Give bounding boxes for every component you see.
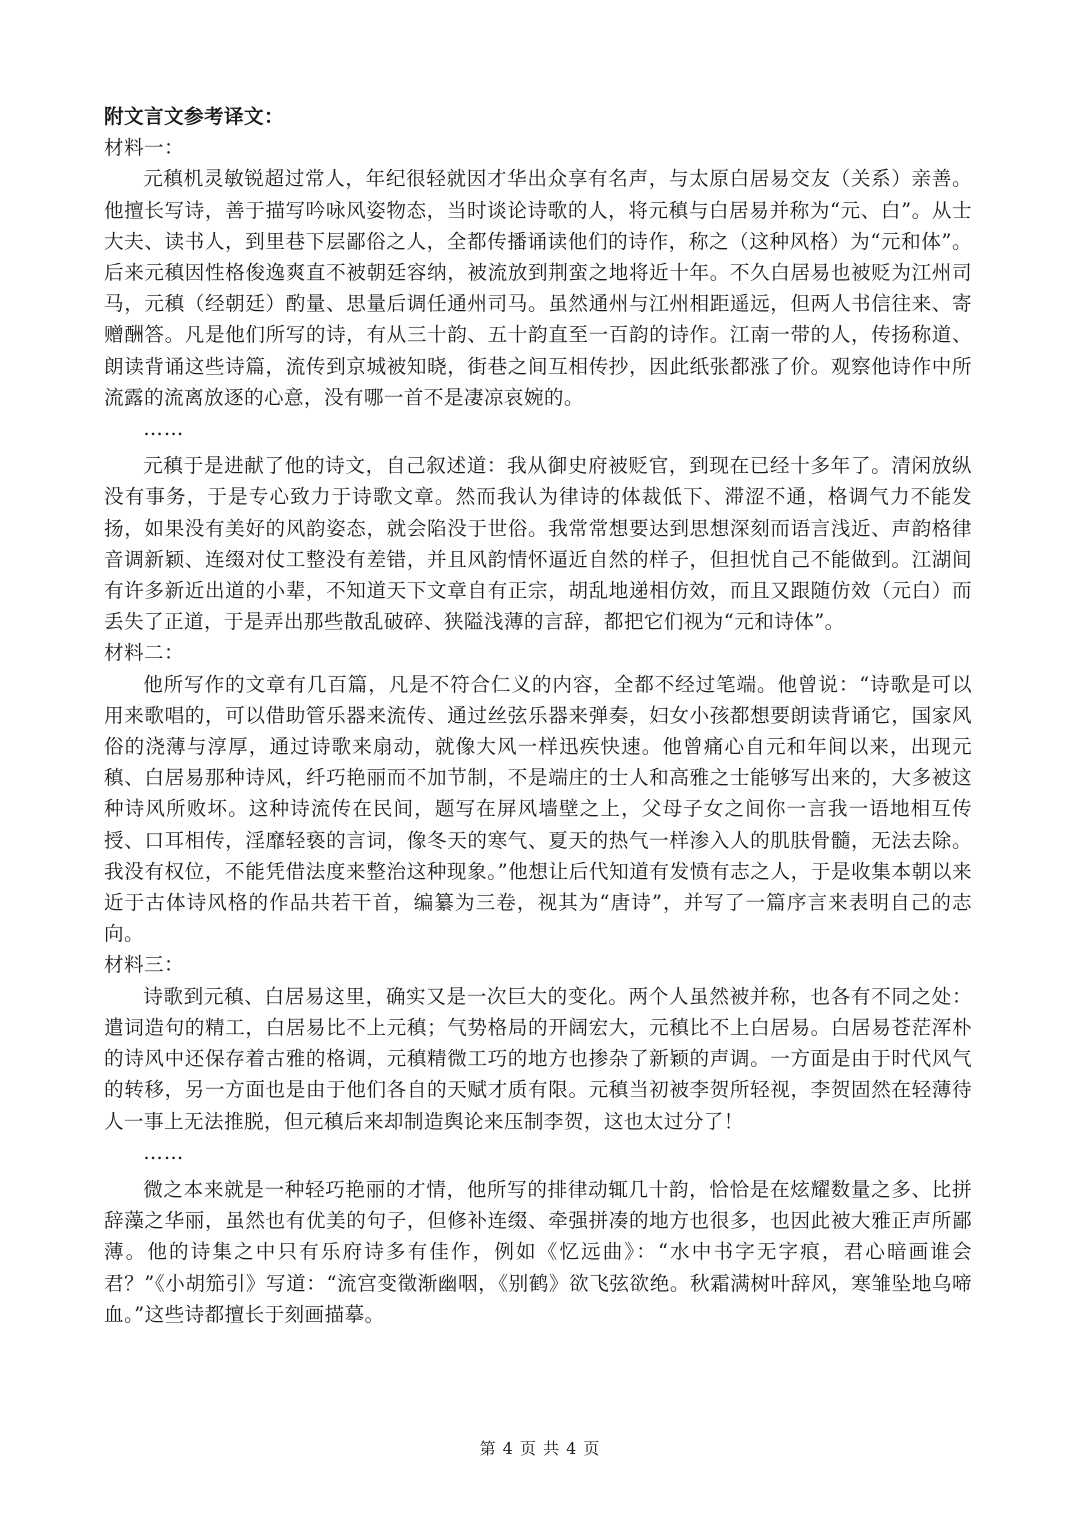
document-title: 附文言文参考译文： xyxy=(104,105,284,128)
ellipsis: …… xyxy=(143,417,185,441)
paragraph: 元稹机灵敏锐超过常人，年纪很轻就因才华出众享有名声，与太原白居易交友（关系）亲善。他擅长写诗，善于描写吟咏风姿物态，当时谈论诗歌的人，将元稹与白居易并称为“元、白”。从士大夫、读书人，到里巷下层鄙俗之人，全都传播诵读他们的诗作，称之（这种风格）为“元和体”。后来元稹因性格俊逸爽直不被朝廷容纳，被流放到荆蛮之地将近十年。不久白居易也被贬为江州司马，元稹（经朝廷）酌量、思量后调任通州司马。虽然通州与江州相距遥远，但两人书信往来、寄赠酬答。凡是他们所写的诗，有从三十韵、五十韵直至一百韵的诗作。江南一带的人，传扬称道、朗读背诵这些诗篇，流传到京城被知晓，街巷之间互相传抄，因此纸张都涨了价。观察他诗作中所流露的流离放逐的心意，没有哪一首不是凄凉哀婉的。 xyxy=(104,167,972,409)
section-label-3: 材料三： xyxy=(104,953,184,977)
page-number: 第 4 页 共 4 页 xyxy=(479,1439,601,1458)
paragraph: 微之本来就是一种轻巧艳丽的才情，他所写的排律动辄几十韵，恰恰是在炫耀数量之多、比拼辞藻之华丽，虽然也有优美的句子，但修补连缀、牵强拼凑的地方也很多，也因此被大雅正声所鄙薄。他的诗集之中只有乐府诗多有佳作，例如《忆远曲》：“水中书字无字痕，君心暗画谁会君？”《小胡笳引》写道：“流宫变徵渐幽咽，《别鹤》欲飞弦欲绝。秋霜满树叶辞风，寒雏坠地乌啼血。”这些诗都擅长于刻画描摹。 xyxy=(104,1177,972,1326)
paragraph: 元稹于是进献了他的诗文，自己叙述道：我从御史府被贬官，到现在已经十多年了。清闲放纵没有事务，于是专心致力于诗歌文章。然而我认为律诗的体裁低下、滞涩不通，格调气力不能发扬，如果没有美好的风韵姿态，就会陷没于世俗。我常常想要达到思想深刻而语言浅近、声韵格律音调新颖、连缀对仗工整没有差错，并且风韵情怀逼近自然的样子，但担忧自己不能做到。江湖间有许多新近出道的小辈，不知道天下文章自有正宗，胡乱地递相仿效，而且又跟随仿效（元白）而丢失了正道，于是弄出那些散乱破碎、狭隘浅薄的言辞，都把它们视为“元和诗体”。 xyxy=(104,454,972,634)
document-body xyxy=(104,101,972,1330)
ellipsis: …… xyxy=(143,1140,185,1164)
paragraph: 他所写作的文章有几百篇，凡是不符合仁义的内容，全都不经过笔端。他曾说：“诗歌是可以用来歌唱的，可以借助管乐器来流传、通过丝弦乐器来弹奏，妇女小孩都想要朗读背诵它，国家风俗的浇薄与淳厚，通过诗歌来扇动，就像大风一样迅疾快速。他曾痛心自元和年间以来，出现元稹、白居易那种诗风，纤巧艳丽而不加节制，不是端庄的士人和高雅之士能够写出来的，大多被这种诗风所败坏。这种诗流传在民间，题写在屏风墙壁之上，父母子女之间你一言我一语地相互传授、口耳相传，淫靡轻亵的言词，像冬天的寒气、夏天的热气一样渗入人的肌肤骨髓，无法去除。我没有权位，不能凭借法度来整治这种现象。”他想让后代知道有发愤有志之人，于是收集本朝以来近于古体诗风格的作品共若干首，编纂为三卷，视其为“唐诗”，并写了一篇序言来表明自己的志向。 xyxy=(104,672,972,946)
paragraph: 诗歌到元稹、白居易这里，确实又是一次巨大的变化。两个人虽然被并称，也各有不同之处：遣词造句的精工，白居易比不上元稹；气势格局的开阔宏大，元稹比不上白居易。白居易苍茫浑朴的诗风中还保存着古雅的格调，元稹精微工巧的地方也掺杂了新颖的声调。一方面是由于时代风气的转移，另一方面也是由于他们各自的天赋才质有限。元稹当初被李贺所轻视，李贺固然在轻薄待人一事上无法推脱，但元稹后来却制造舆论来压制李贺，这也太过分了！ xyxy=(104,984,972,1133)
section-label-2: 材料二： xyxy=(104,641,184,665)
section-label-1: 材料一： xyxy=(104,136,184,160)
